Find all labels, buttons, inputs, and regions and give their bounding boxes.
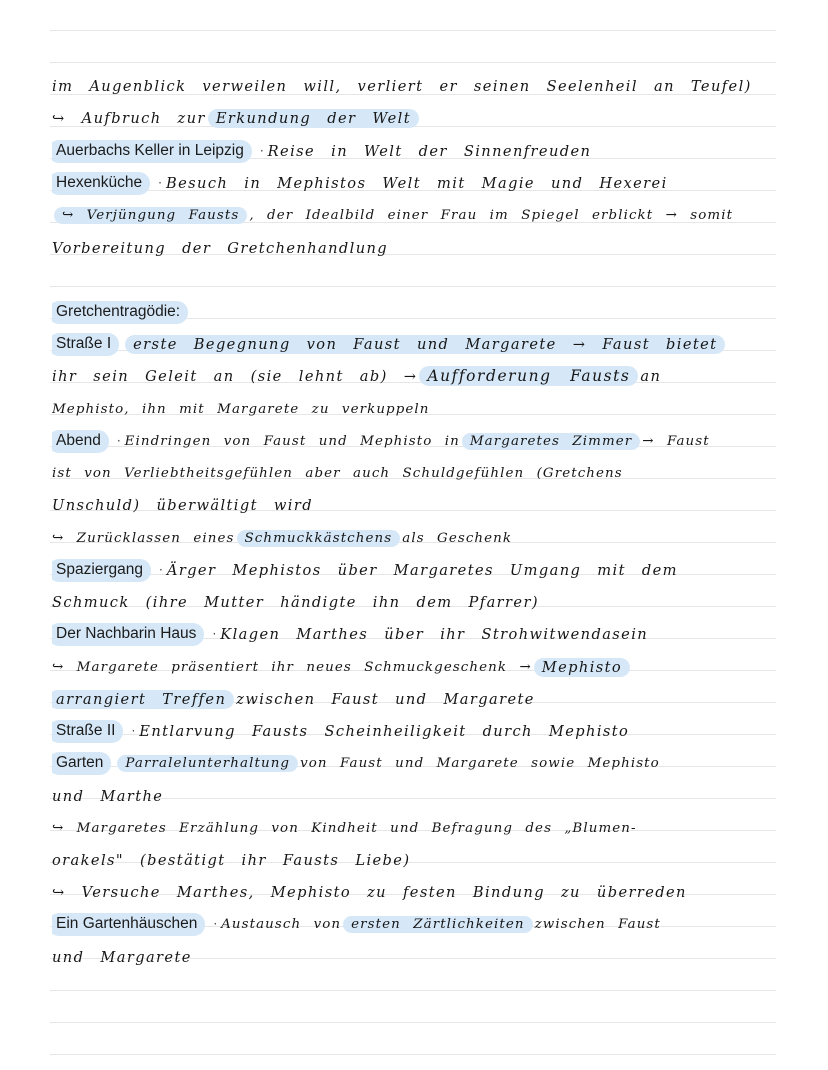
handwritten-text: ↪ Margarete präsentiert ihr neues Schmuckgeschenk →	[52, 659, 532, 675]
note-line	[52, 235, 778, 261]
scene-label: Straße I	[52, 333, 119, 356]
handwritten-text: → Faust	[642, 433, 710, 449]
note-line	[52, 363, 778, 389]
handwritten-text: ↪ Margaretes Erzählung von Kindheit und Befragung des „Blumen-	[52, 820, 637, 836]
highlighted-phrase: arrangiert Treffen	[52, 690, 234, 709]
handwritten-text: ↪ Versuche Marthes, Mephisto zu festen Bindung zu überreden	[52, 883, 687, 901]
handwritten-text: und Margarete	[52, 948, 192, 966]
highlighted-phrase: Erkundung der Welt	[208, 109, 419, 128]
bullet-dot: ·	[131, 724, 136, 738]
note-line	[52, 396, 778, 422]
bullet-dot: ·	[212, 627, 217, 641]
note-line	[52, 783, 778, 809]
note-line	[52, 492, 778, 518]
scene-label: Ein Gartenhäuschen	[52, 913, 205, 936]
highlighted-phrase: ersten Zärtlichkeiten	[343, 916, 533, 933]
handwritten-text: , der Idealbild einer Frau im Spiegel erblickt → somit	[249, 207, 734, 223]
scene-label: Straße II	[52, 720, 123, 743]
handwritten-text: orakels" (bestätigt ihr Fausts Liebe)	[52, 851, 411, 869]
handwritten-text: im Augenblick verweilen will, verliert er seinen Seelenheil an Teufel)	[52, 77, 752, 95]
note-line	[52, 557, 778, 583]
handwritten-text: an	[640, 367, 662, 385]
handwritten-text: Vorbereitung der Gretchenhandlung	[52, 239, 389, 257]
handwritten-text: ist von Verliebtheitsgefühlen aber auch Schuldgefühlen (Gretchens	[52, 465, 623, 481]
bullet-dot: ·	[158, 176, 162, 190]
handwritten-text: erste Begegnung von Faust und Margarete → Faust bietet	[125, 335, 725, 354]
note-line	[52, 589, 778, 615]
note-line	[52, 138, 778, 164]
note-line	[52, 525, 778, 551]
handwritten-text: Ärger Mephistos über Margaretes Umgang mit dem	[166, 561, 678, 579]
handwritten-text: Mephisto, ihn mit Margarete zu verkuppeln	[52, 401, 430, 417]
highlighted-phrase: Margaretes Zimmer	[462, 433, 640, 450]
handwritten-text: Entlarvung Fausts Scheinheiligkeit durch Mephisto	[139, 722, 630, 740]
note-line	[52, 686, 778, 712]
note-line	[52, 944, 778, 970]
scene-label: Hexenküche	[52, 172, 150, 195]
highlighted-phrase: Schmuckkästchens	[237, 530, 401, 547]
handwritten-text: Eindringen von Faust und Mephisto in	[124, 433, 460, 449]
highlighted-phrase: Parralelunterhaltung	[117, 755, 298, 772]
highlighted-phrase: ↪ Verjüngung Fausts	[54, 207, 247, 224]
note-line	[52, 654, 778, 680]
scene-label: Garten	[52, 752, 111, 775]
note-line	[52, 815, 778, 841]
highlighted-phrase: Mephisto	[534, 658, 630, 677]
note-line	[52, 847, 778, 873]
note-line	[52, 202, 778, 228]
scene-label: Der Nachbarin Haus	[52, 623, 204, 646]
handwritten-text: zwischen Faust	[534, 916, 661, 932]
handwritten-text: Schmuck (ihre Mutter händigte ihn dem Pfarrer)	[52, 593, 539, 611]
highlighted-phrase: Aufforderung Fausts	[419, 366, 638, 386]
note-line	[52, 911, 778, 937]
handwritten-text: Reise in Welt der Sinnenfreuden	[267, 142, 592, 160]
handwritten-text: zwischen Faust und Margarete	[236, 690, 535, 708]
handwritten-text: ihr sein Geleit an (sie lehnt ab) →	[52, 367, 418, 385]
handwritten-text: Austausch von	[221, 916, 342, 932]
bullet-dot: ·	[213, 917, 218, 931]
note-line	[52, 331, 778, 357]
bullet-dot: ·	[159, 563, 163, 577]
note-line	[52, 750, 778, 776]
scene-label: Abend	[52, 430, 109, 453]
note-line	[52, 428, 778, 454]
note-line	[52, 460, 778, 486]
handwritten-text: ↪ Aufbruch zur	[52, 109, 206, 127]
note-line	[52, 299, 778, 325]
section-heading: Gretchentragödie:	[52, 301, 188, 324]
handwritten-text: Klagen Marthes über ihr Strohwitwendasein	[220, 625, 649, 643]
note-line	[52, 718, 778, 744]
handwritten-text: ↪ Zurücklassen eines	[52, 530, 235, 546]
handwritten-text: von Faust und Margarete sowie Mephisto	[300, 755, 660, 771]
handwritten-text: und Marthe	[52, 787, 164, 805]
note-line	[52, 73, 778, 99]
note-line	[52, 879, 778, 905]
handwritten-text: Unschuld) überwältigt wird	[52, 496, 313, 514]
bullet-dot: ·	[259, 144, 264, 158]
scene-label: Spaziergang	[52, 559, 151, 582]
note-line	[52, 170, 778, 196]
bullet-dot: ·	[116, 434, 121, 448]
handwritten-text: Besuch in Mephistos Welt mit Magie und Hexerei	[166, 174, 668, 192]
note-line	[52, 105, 778, 131]
right-margin	[776, 0, 828, 1070]
left-margin	[0, 0, 50, 1070]
scene-label: Auerbachs Keller in Leipzig	[52, 140, 252, 163]
note-line	[52, 621, 778, 647]
handwritten-text: als Geschenk	[402, 530, 513, 546]
